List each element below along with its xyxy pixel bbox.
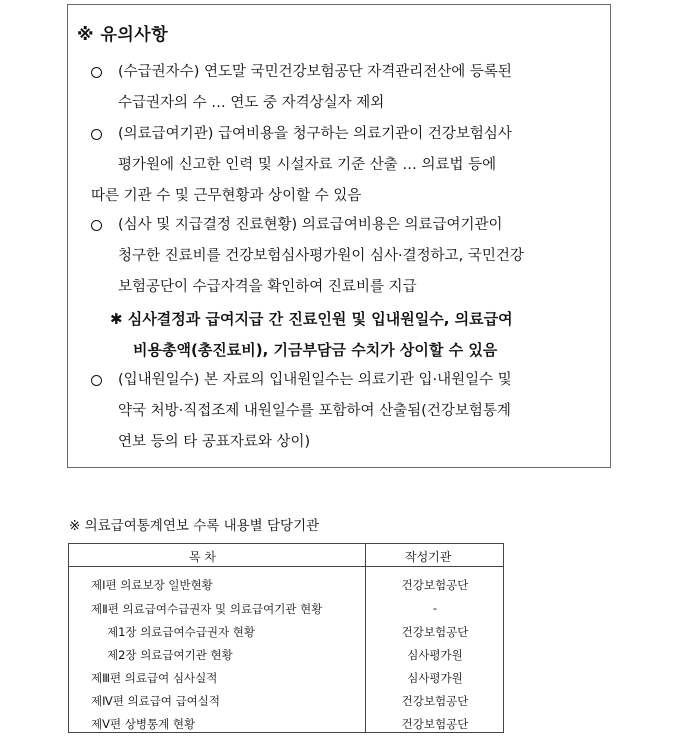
- table-row-org: -: [432, 601, 438, 615]
- table-row-label: 제2장 의료급여기관 현황: [107, 648, 233, 662]
- notice-item-3-line-3: 보험공단이 수급자격을 확인하여 진료비를 지급: [118, 279, 417, 295]
- table-row-label: 제1장 의료급여수급권자 현황: [107, 625, 255, 639]
- bullet-circle-icon: [91, 220, 102, 231]
- star-note-line-1: ✱ 심사결정과 급여지급 간 진료인원 및 입내원일수, 의료급여: [110, 310, 513, 328]
- notice-item-4-line-3: 연보 등의 타 공표자료와 상이): [118, 434, 311, 450]
- notice-item-3-line-1: (심사 및 지급결정 진료현황) 의료급여비용은 의료급여기관이: [118, 217, 503, 233]
- notice-title: ※ 유의사항: [77, 25, 169, 45]
- table-row-label: 제Ⅴ편 상병통계 현황: [91, 717, 196, 731]
- table-row-label: 제Ⅳ편 의료급여 급여실적: [91, 694, 221, 708]
- notice-item-3-line-2: 청구한 진료비를 건강보험심사평가원이 심사·결정하고, 국민건강: [118, 248, 524, 264]
- table-row-label: 제Ⅰ편 의료보장 일반현황: [91, 578, 213, 592]
- table-header-org: 작성기관: [405, 550, 452, 564]
- notice-item-4-line-1: (입내원일수) 본 자료의 입내원일수는 의료기관 입·내원일수 및: [118, 372, 512, 388]
- bullet-circle-icon: [91, 129, 102, 140]
- bullet-circle-icon: [91, 375, 102, 386]
- table-row-org: 건강보험공단: [401, 717, 469, 731]
- table-header-contents: 목 차: [189, 550, 216, 564]
- notice-item-1-line-1: (수급권자수) 연도말 국민건강보험공단 자격관리전산에 등록된: [118, 64, 512, 80]
- notice-item-4-line-2: 약국 처방·직접조제 내원일수를 포함하여 산출됨(건강보험통계: [118, 403, 511, 419]
- star-note-line-2: 비용총액(총진료비), 기금부담금 수치가 상이할 수 있음: [133, 341, 498, 359]
- notice-item-2-line-2: 평가원에 신고한 인력 및 시설자료 기준 산출 … 의료법 등에: [118, 157, 497, 173]
- table-header-divider: [69, 566, 503, 567]
- table-row-org: 건강보험공단: [401, 694, 469, 708]
- notice-item-1-line-2: 수급권자의 수 … 연도 중 자격상실자 제외: [118, 95, 385, 111]
- table-row-label: 제Ⅲ편 의료급여 심사실적: [91, 671, 218, 685]
- table-row-org: 건강보험공단: [401, 578, 469, 592]
- agency-table: [68, 543, 504, 733]
- table-row-label: 제Ⅱ편 의료급여수급권자 및 의료급여기관 현황: [91, 602, 323, 616]
- bullet-circle-icon: [91, 67, 102, 78]
- table-caption: ※ 의료급여통계연보 수록 내용별 담당기관: [69, 518, 320, 534]
- table-row-org: 건강보험공단: [401, 625, 469, 639]
- notice-item-2-line-3: 따른 기관 수 및 근무현황과 상이할 수 있음: [91, 188, 362, 204]
- table-row-org: 심사평가원: [407, 648, 463, 662]
- table-row-org: 심사평가원: [407, 671, 463, 685]
- notice-item-2-line-1: (의료급여기관) 급여비용을 청구하는 의료기관이 건강보험심사: [118, 126, 512, 142]
